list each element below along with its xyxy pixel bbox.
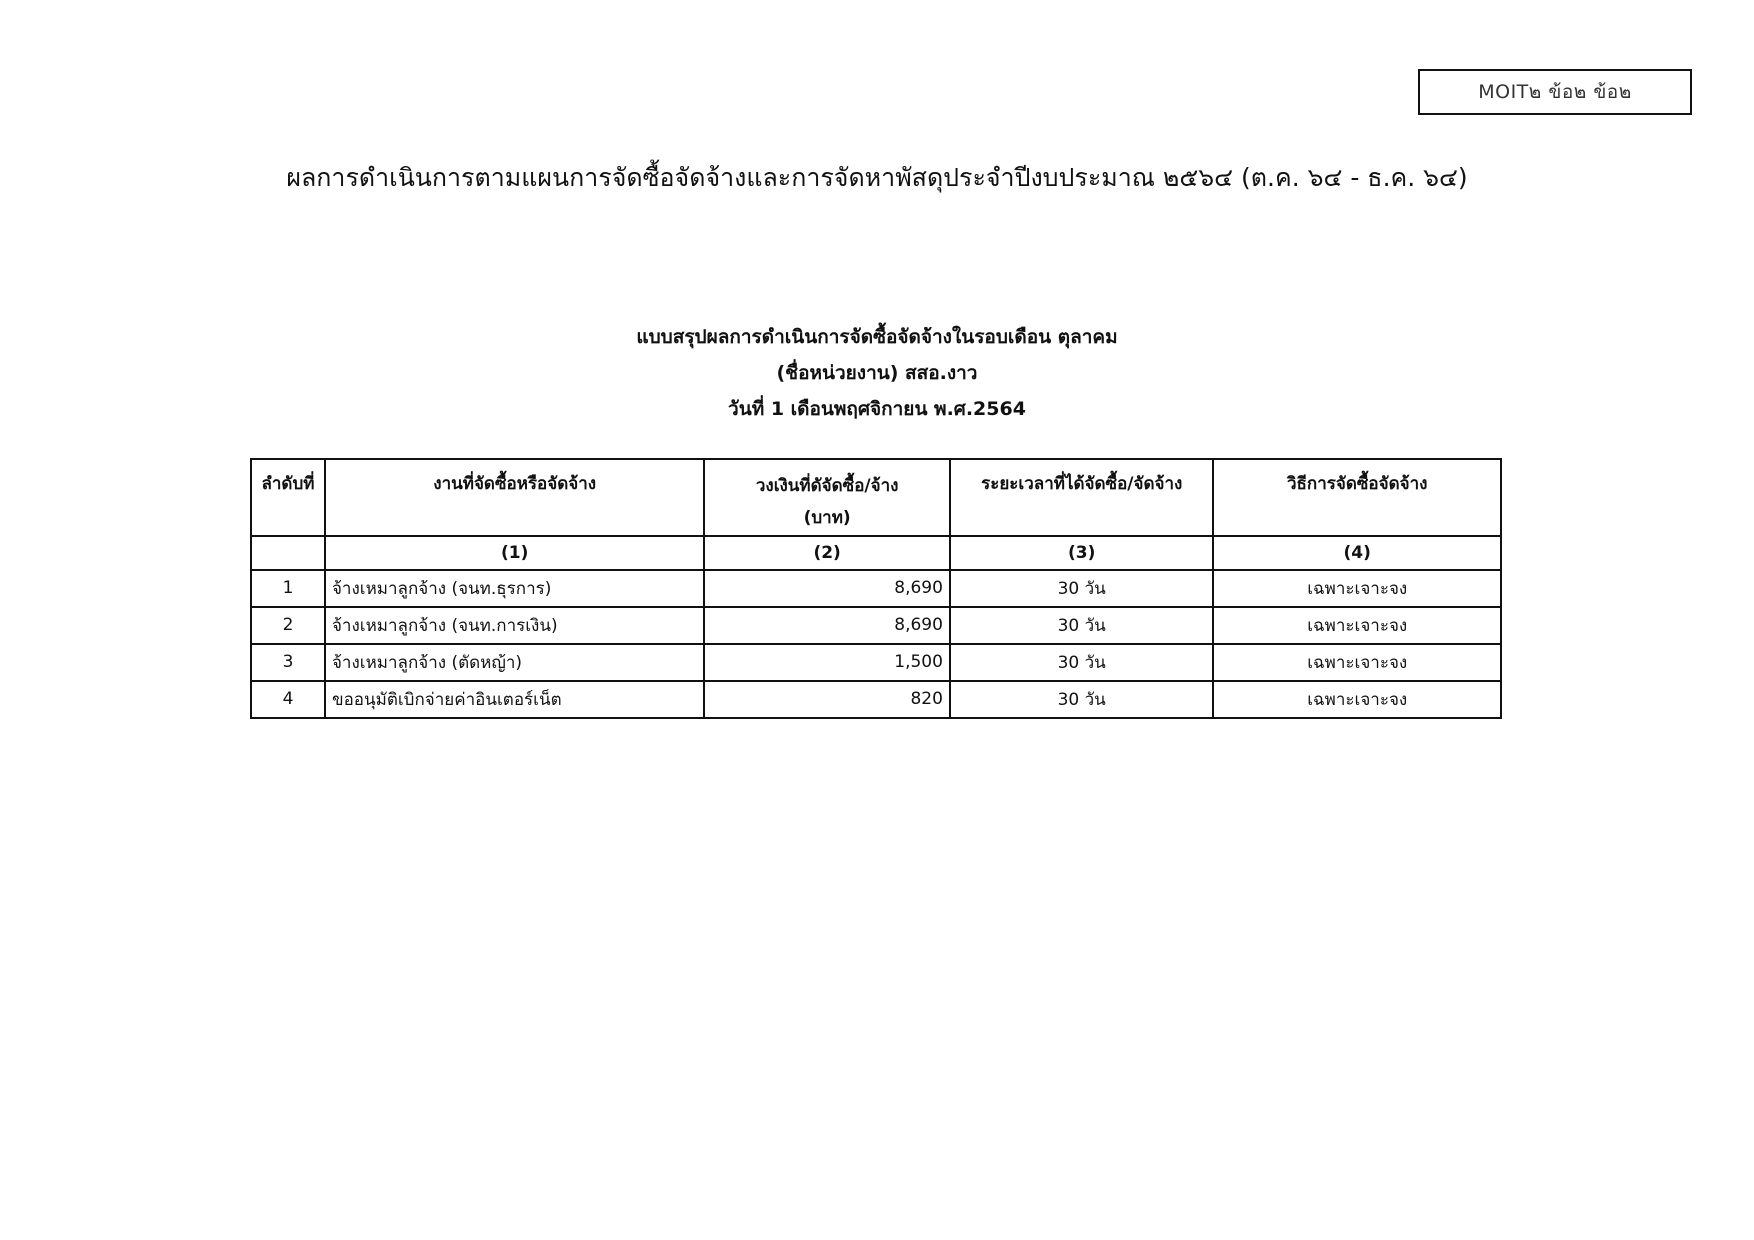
- row-amount: 8,690: [704, 607, 950, 644]
- row-seq: 1: [251, 570, 325, 607]
- row-seq: 2: [251, 607, 325, 644]
- page-title: ผลการดำเนินการตามแผนการจัดซื้อจัดจ้างและการจัดหาพัสดุประจำปีงบประมาณ ๒๕๖๔ (ต.ค. ๖๔ - ธ.ค. ๖๔): [286, 163, 1468, 192]
- summary-heading: แบบสรุปผลการดำเนินการจัดซื้อจัดจ้างในรอบเดือน ตุลาคม: [636, 326, 1118, 348]
- table-column-number-row: [251, 536, 1501, 570]
- row-method: เฉพาะเจาะจง: [1213, 607, 1501, 644]
- table-row: [251, 570, 1501, 607]
- document-code-box: [1418, 69, 1692, 115]
- row-item: ขออนุมัติเบิกจ่ายค่าอินเตอร์เน็ต: [325, 681, 704, 718]
- procurement-summary-table: [250, 458, 1502, 719]
- header-amount: [704, 459, 950, 536]
- row-item: จ้างเหมาลูกจ้าง (จนท.การเงิน): [325, 607, 704, 644]
- column-number-period: (3): [950, 536, 1214, 570]
- row-item: จ้างเหมาลูกจ้าง (ตัดหญ้า): [325, 644, 704, 681]
- row-method: เฉพาะเจาะจง: [1213, 644, 1501, 681]
- header-method: วิธีการจัดซื้อจัดจ้าง: [1213, 459, 1501, 536]
- row-seq: 4: [251, 681, 325, 718]
- column-number-amount: (2): [704, 536, 950, 570]
- table-row: [251, 644, 1501, 681]
- table-row: [251, 681, 1501, 718]
- row-item: จ้างเหมาลูกจ้าง (จนท.ธุรการ): [325, 570, 704, 607]
- column-number-method: (4): [1213, 536, 1501, 570]
- agency-name: (ชื่อหน่วยงาน) สสอ.งาว: [776, 362, 978, 384]
- row-amount: 820: [704, 681, 950, 718]
- header-amount-label: วงเงินที่ดัจัดซื้อ/จ้าง: [755, 476, 899, 496]
- header-amount-unit: (บาท): [803, 508, 851, 529]
- table-row: [251, 607, 1501, 644]
- header-seq: ลำดับที่: [251, 459, 325, 536]
- row-method: เฉพาะเจาะจง: [1213, 570, 1501, 607]
- row-period: 30 วัน: [950, 681, 1214, 718]
- header-item: งานที่จัดซื้อหรือจัดจ้าง: [325, 459, 704, 536]
- row-amount: 8,690: [704, 570, 950, 607]
- row-period: 30 วัน: [950, 644, 1214, 681]
- report-date: วันที่ 1 เดือนพฤศจิกายน พ.ศ.2564: [728, 398, 1026, 420]
- column-number-item: (1): [325, 536, 704, 570]
- column-number-seq: [251, 536, 325, 570]
- document-code: MOIT๒ ข้อ๒ ข้อ๒: [1478, 81, 1632, 103]
- header-period: ระยะเวลาที่ได้จัดซื้อ/จัดจ้าง: [950, 459, 1214, 536]
- row-amount: 1,500: [704, 644, 950, 681]
- row-period: 30 วัน: [950, 570, 1214, 607]
- row-period: 30 วัน: [950, 607, 1214, 644]
- row-method: เฉพาะเจาะจง: [1213, 681, 1501, 718]
- row-seq: 3: [251, 644, 325, 681]
- table-header-row: [251, 459, 1501, 536]
